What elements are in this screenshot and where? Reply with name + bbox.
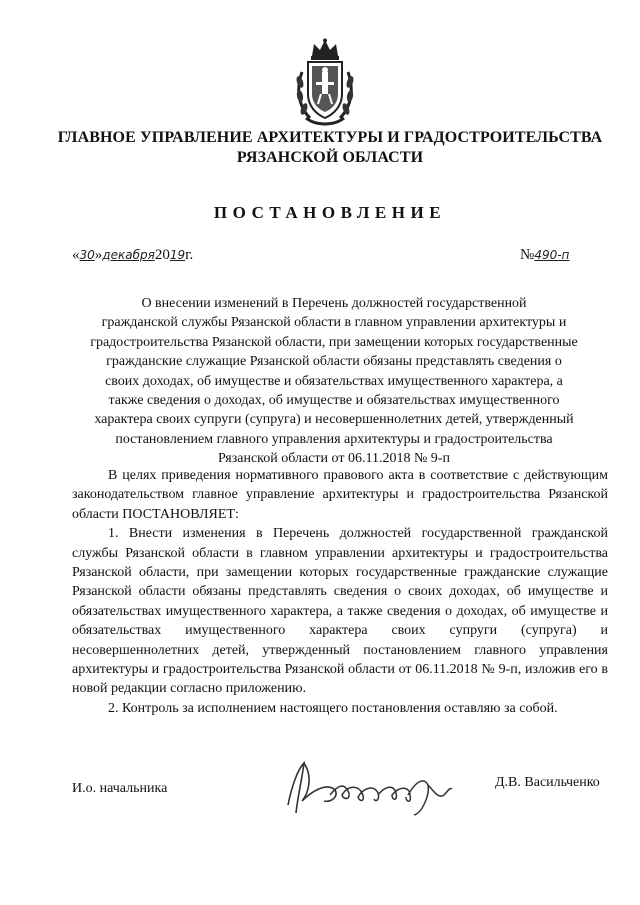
title-line: градостроительства Рязанской области, при замещении которых государственные bbox=[90, 334, 578, 350]
title-line: Рязанской области от 06.11.2018 № 9-п bbox=[218, 451, 450, 467]
handwritten-signature bbox=[282, 755, 458, 819]
date-day: 30 bbox=[79, 248, 95, 262]
document-number bbox=[520, 247, 569, 264]
title-line: О внесении изменений в Перечень должностей государственной bbox=[141, 296, 527, 311]
coat-of-arms-emblem bbox=[294, 38, 356, 128]
date-year-suffix: 19 bbox=[169, 248, 186, 262]
date-year-end: г. bbox=[185, 247, 194, 263]
date-year-prefix: 20 bbox=[154, 247, 170, 263]
item-2-paragraph: 2. Контроль за исполнением настоящего постановления оставляю за собой. bbox=[108, 700, 558, 716]
signatory-position: И.о. начальника bbox=[72, 781, 168, 796]
date-close-quote: » bbox=[94, 247, 103, 263]
title-line: постановлением главного управления архитектуры и градостроительства bbox=[115, 431, 553, 447]
signatory-name: Д.В. Васильченко bbox=[495, 775, 600, 790]
title-line: гражданской службы Рязанской области в главном управлении архитектуры и bbox=[101, 315, 567, 331]
document-date bbox=[72, 247, 193, 267]
title-line: своих доходах, об имуществе и обязательствах имущественного характера, а bbox=[105, 373, 563, 389]
document-type-heading: ПОСТАНОВЛЕНИЕ bbox=[213, 203, 447, 222]
number-sign: № bbox=[520, 247, 535, 263]
title-line: характера своих супруги (супруга) и несовершеннолетних детей, утвержденный bbox=[94, 412, 574, 428]
title-line: гражданские служащие Рязанской области обязаны представлять сведения о bbox=[106, 354, 562, 370]
document-title bbox=[60, 294, 608, 469]
preamble-paragraph: В целях приведения нормативного правового акта в соответствие с действующим законодательством главное управление архитектуры и градостроительства Рязанской области ПОСТАНОВЛЯЕТ: bbox=[72, 468, 608, 522]
number-value: 490-п bbox=[534, 248, 570, 262]
document-body bbox=[72, 466, 608, 718]
date-month: декабря bbox=[102, 248, 155, 262]
organization-name-line-1: ГЛАВНОЕ УПРАВЛЕНИЕ АРХИТЕКТУРЫ И ГРАДОСТРОИТЕЛЬСТВА bbox=[57, 129, 603, 146]
title-line: также сведения о доходах, об имуществе и обязательствах имущественного bbox=[108, 393, 560, 409]
item-1-paragraph: 1. Внести изменения в Перечень должностей государственной гражданской службы Рязанской области в главном управлении архитектуры и градостроительства Рязанской области, при замещении которых государственные гражданские служащие Рязанской области обязаны представлять сведения о своих доходах, об имуществе и обязательствах имущественного характера, а также сведения о доходах, об имуществе и обязательствах имущественного характера своих супруги (супруга) и несовершеннолетних детей, утвержденный постановлением главного управления архитектуры и градостроительства Рязанской области от 06.11.2018 № 9-п, изложив его в новой редакции согласно приложению. bbox=[72, 526, 608, 697]
date-open-quote: « bbox=[72, 247, 80, 263]
organization-name-line-2: РЯЗАНСКОЙ ОБЛАСТИ bbox=[236, 149, 424, 166]
